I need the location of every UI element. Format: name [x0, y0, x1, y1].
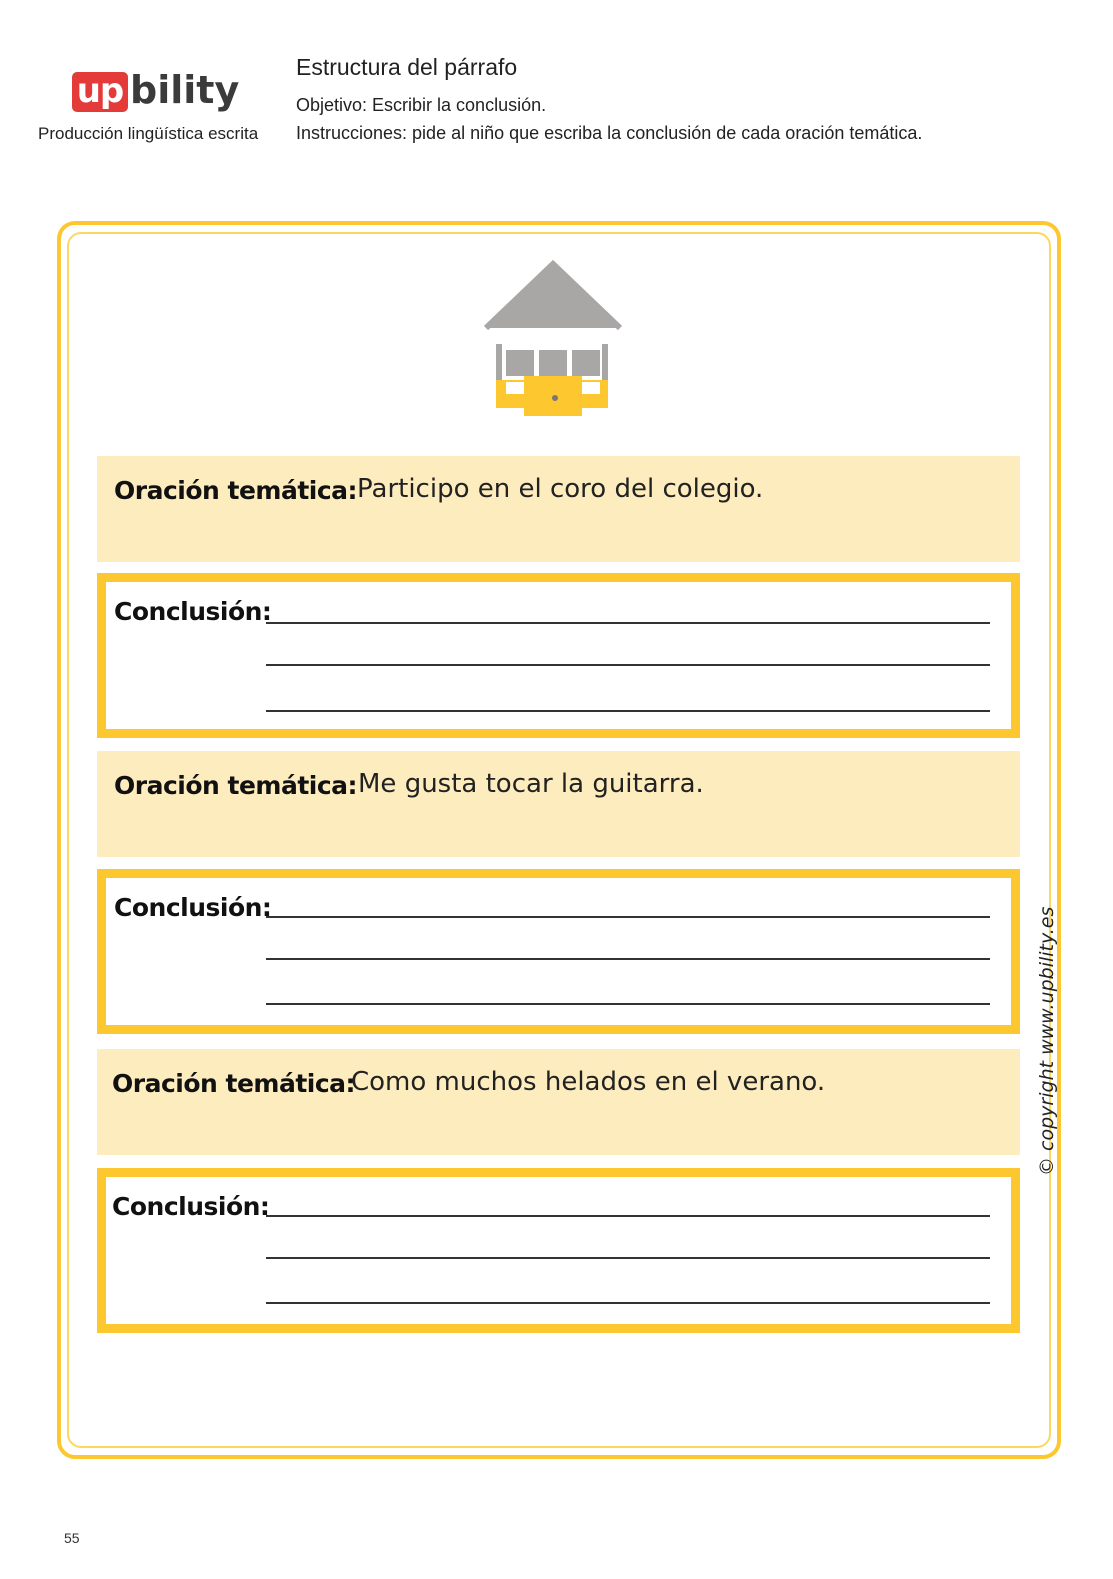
writing-line[interactable]: [266, 1003, 990, 1005]
page-number: 55: [64, 1530, 80, 1546]
upbility-logo: [72, 66, 240, 118]
topic-label: Oración temática:: [114, 771, 358, 800]
conclusion-label: Conclusión:: [112, 1192, 270, 1221]
writing-line[interactable]: [266, 664, 990, 666]
writing-line[interactable]: [266, 710, 990, 712]
topic-sentence: Me gusta tocar la guitarra.: [358, 769, 704, 799]
worksheet-title: Estructura del párrafo: [296, 54, 518, 80]
topic-sentence: Como muchos helados en el verano.: [351, 1067, 826, 1097]
writing-line[interactable]: [266, 1257, 990, 1259]
writing-line[interactable]: [266, 1215, 990, 1217]
writing-line[interactable]: [266, 1302, 990, 1304]
topic-sentence-box: [97, 456, 1020, 562]
topic-sentence-box: [97, 751, 1020, 857]
logo-wordmark: bility: [130, 68, 240, 112]
conclusion-label: Conclusión:: [114, 597, 272, 626]
writing-line[interactable]: [266, 958, 990, 960]
conclusion-box[interactable]: [97, 573, 1020, 738]
conclusion-box[interactable]: [97, 869, 1020, 1034]
topic-sentence: Participo en el coro del colegio.: [357, 474, 764, 504]
house-icon: [480, 258, 626, 418]
conclusion-box[interactable]: [97, 1168, 1020, 1333]
worksheet-instructions: Instrucciones: pide al niño que escriba la conclusión de cada oración temática.: [296, 123, 923, 143]
writing-line[interactable]: [266, 916, 990, 918]
worksheet-objective: Objetivo: Escribir la conclusión.: [296, 95, 547, 115]
topic-label: Oración temática:: [112, 1069, 356, 1098]
logo-subtitle: Producción lingüística escrita: [38, 124, 259, 143]
topic-label: Oración temática:: [114, 476, 358, 505]
conclusion-label: Conclusión:: [114, 893, 272, 922]
writing-line[interactable]: [266, 622, 990, 624]
logo-up-mark: up: [72, 72, 128, 112]
copyright-notice: © copyright www.upbility.es: [1036, 906, 1058, 1176]
topic-sentence-box: [97, 1049, 1020, 1155]
